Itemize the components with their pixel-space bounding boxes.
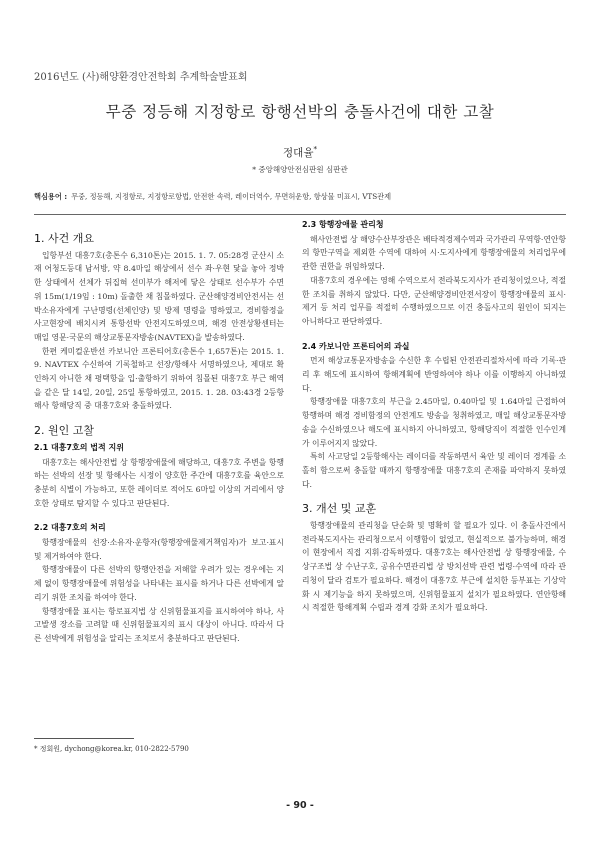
- body-paragraph: 먼저 해상교통문자방송을 수신한 후 수립된 안전관리절차서에 따라 기록·관리 후 해도에 표시하여 항해계획에 반영하여야 하나 이를 이행하지 아니하였다.: [302, 356, 566, 393]
- body-paragraph: 항행장애물의 선장·소유자·운항자(항행장애물제거책임자)가 보고·표시 및 제거하여야 한다.: [34, 538, 284, 561]
- body-paragraph: 항행장애물 대흥7호의 부근을 2.45마일, 0.40마일 및 1.64마일 근접하여 항행하며 해경 경비함정의 안전계도 방송을 청취하였고, 매일 해상교통문자방송을 수신하였으나 해도에 표시하지 아니하였고, 항해당직이 적절한 인수인계가 이루어지지 않았다.: [302, 397, 566, 448]
- section-gap: [34, 510, 284, 521]
- subsection-heading: 2.2 대흥7호의 처리: [34, 523, 106, 533]
- keywords: [34, 192, 391, 202]
- author-mark: *: [313, 145, 317, 154]
- footnote: * 정회원, dychong@korea.kr, 010-2822-5790: [34, 745, 189, 753]
- footnote-divider: [34, 738, 134, 739]
- section-gap: [34, 413, 284, 424]
- section-heading: 1. 사건 개요: [34, 232, 94, 245]
- section-heading: 2. 원인 고찰: [34, 424, 94, 438]
- page-number: - 90 -: [286, 800, 314, 811]
- body-paragraph: 해사안전법 상 해양수산부장관은 배타적경제수역과 국가관리 무역항·연안항의 항만구역을 제외한 수역에 대하여 시·도지사에게 항행장애물의 처리업무에 관한 권한을 위임하였다.: [302, 234, 566, 272]
- section-gap: [302, 329, 566, 340]
- right-column: [302, 218, 566, 615]
- header-divider: [34, 214, 566, 215]
- keywords-text: 무중, 정등해, 지정항로, 지정항로항법, 안전한 속력, 레이더역수, 무면허운항, 항상물 미표시, VTS관제: [71, 192, 392, 201]
- body-paragraph: 항행장애물의 관리청을 단순화 및 명확히 할 필요가 있다. 이 충돌사건에서 전라북도지사는 관리청으로서 이행함이 없었고, 현실적으로 불가능하며, 해경이 현장에서 직접 지휘·감독하였다. 대흥7호는 해사안전법 상 항행장애물, 수상구조법 상 수난구호, 공유수면관리법 상 방치선박 관련 법령·수역에 따라 관리청이 달라 검토가 필요하다. 해경이 대흥7호 부근에 설치한 등부표는 기상악화 시 제기능을 하지 못하였으며, 신위험물표지 설치가 필요하였다. 연안항해 시 적절한 항해계획 수립과 경계 강화 조치가 필요하다.: [302, 521, 566, 613]
- subsection-heading: 2.4 카보니안 프론티어의 과실: [302, 341, 410, 351]
- paper-title: 무중 정등해 지정항로 항행선박의 충돌사건에 대한 고찰: [105, 103, 495, 121]
- section-gap: [302, 491, 566, 502]
- author-name: 정대율: [283, 147, 314, 159]
- section-heading: 3. 개선 및 교훈: [302, 502, 377, 516]
- subsection-heading: 2.1 대흥7호의 법적 지위: [34, 442, 124, 452]
- conference-name: 2016년도 (사)해양환경안전학회 추계학술발표회: [34, 72, 248, 83]
- body-paragraph: 대흥7호는 해사안전법 상 항행장애물에 해당하고, 대흥7호 주변을 항행하는 선박의 선장 및 항해사는 시정이 양호한 주간에 대흥7호를 육안으로 충분히 식별이 가능하고, 또한 레이더로 적어도 6마일 이상의 거리에서 양호한 상태로 탐지할 수 있다고 판단된다.: [34, 457, 284, 508]
- body-paragraph: 항행장애물이 다른 선박의 항행안전을 저해할 우려가 있는 경우에는 지체 없이 항행장애물에 위험성을 나타내는 표시를 하거나 다른 선박에게 알리기 위한 조치를 하여야 한다.: [34, 565, 284, 602]
- body-paragraph: 한편 케미컬운반선 카보니안 프론티어호(총톤수 1,657톤)는 2015. 1. 9. NAVTEX 수신하여 기록철하고 선장/항해사 서명하였으나, 제대로 확인하지 아니한 채 평택항을 입·출항하기 위하여 침몰된 대흥7호 부근 해역을 같은 달 14일, 20일, 25일 통항하였고, 2015. 1. 28. 03:43경 2등항해사 항해당직 중 대흥7호와 충돌하였다.: [34, 346, 284, 411]
- left-column: [34, 232, 284, 646]
- body-paragraph: 대흥7호의 경우에는 영해 수역으로서 전라북도지사가 관리청이었으나, 적절한 조치를 취하지 않았다. 다만, 군산해양경비안전서장이 항행장애물의 표시·제거 등 처리 업무를 적절히 수행하였으므로 이건 충돌사고의 원인이 되지는 아니하다고 판단하였다.: [302, 275, 566, 326]
- subsection-heading: 2.3 항행장애물 관리청: [302, 220, 384, 229]
- body-paragraph: 항행장애물 표시는 항로표지법 상 신위험물표지를 표시하여야 하나, 사고발생 장소를 고려할 때 신위험물표지의 표시 대상이 아니다. 따라서 다른 선박에게 위험성을 알리는 조치로서 충분하다고 판단된다.: [34, 606, 284, 643]
- affiliation: * 중앙해양안전심판원 심판관: [252, 165, 348, 174]
- body-paragraph: 입항부선 대흥7호(총톤수 6,310톤)는 2015. 1. 7. 05:28경 군산시 소재 어청도등대 남서방, 약 8.4마일 해상에서 선수 좌·우현 닻을 놓아 정박한 상태에서 선체가 뒤집혀 선미부가 해저에 닿은 상태로 선수부가 수면 위 15m(1/19임 : 10m) 돌출한 채 침몰하였다. 군산해양경비안전서는 선박소유자에게 구난명령(선체인양) 및 방제 명령을 명하였고, 경비함정을 사고현장에 배치시켜 통항선박 안전지도하였으며, 해경 안전상황센터는 매일 영문·국문의 해상교통문자방송(NAVTEX)을 발송하였다.: [34, 250, 284, 342]
- author: [0, 145, 600, 160]
- keywords-label: 핵심용어 :: [34, 192, 68, 201]
- body-paragraph: 특히 사고당일 2등항해사는 레이더를 작동하면서 육안 및 레이더 경계를 소홀히 함으로써 충돌할 때까지 항행장애물 대흥7호의 존재를 파악하지 못하였다.: [302, 452, 566, 489]
